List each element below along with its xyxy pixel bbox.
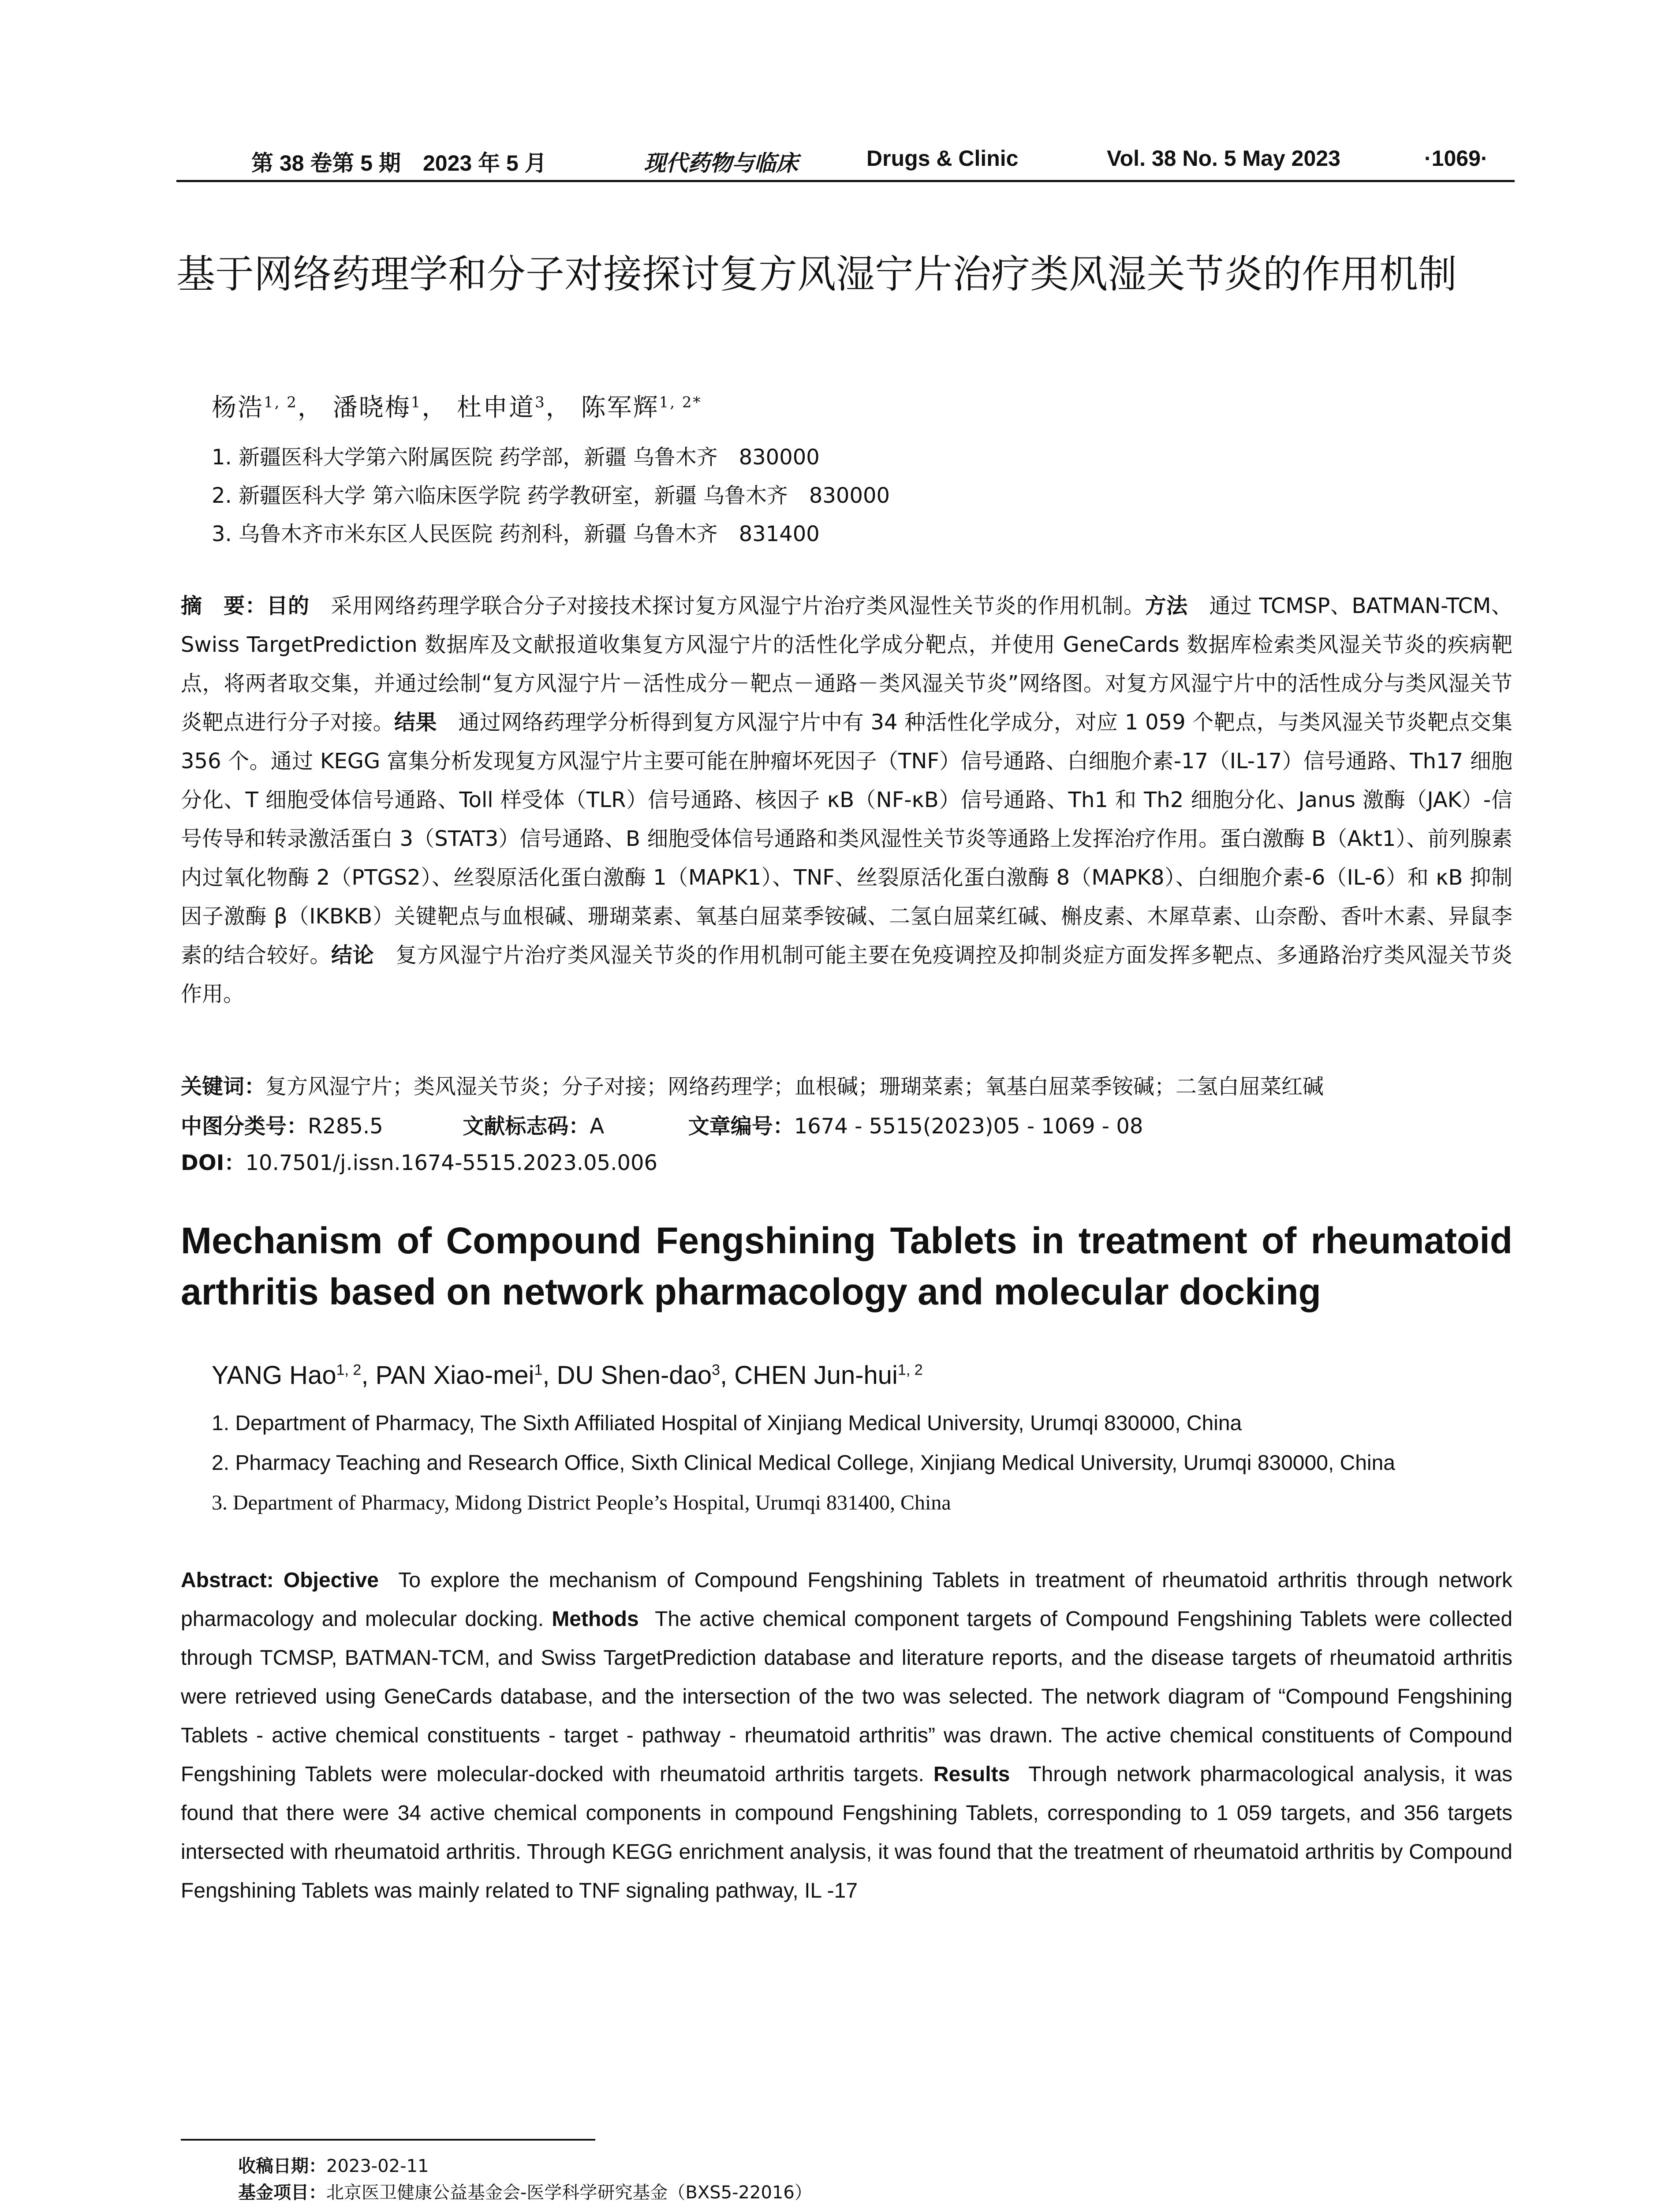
- fund-label: 基金项目：: [238, 2183, 326, 2203]
- author-affiliation-mark: 1, 2*: [659, 393, 702, 411]
- methods-label-en: Methods: [552, 1607, 639, 1631]
- methods-text-cn: 通过 TCMSP、BATMAN-TCM、Swiss TargetPrediction 数据库及文献报道收集复方风湿宁片的活性化学成分靶点，并使用 GeneCards 数据库检索类风湿关节炎的疾病靶点，将两者取交集，并通过绘制“复方风湿宁片－活性成分－靶点－通路－类风湿关节炎”网络图。对复方风湿宁片中的活性成分与类风湿关节炎靶点进行分子对接。: [181, 594, 1512, 735]
- header-issue-cn: 第 38 卷第 5 期 2023 年 5 月: [251, 151, 547, 176]
- abstract-en: [181, 1561, 1512, 1910]
- footnote-received: [238, 2152, 429, 2177]
- doi-line: [181, 1146, 657, 1176]
- author-name: YANG Hao: [212, 1361, 336, 1390]
- objective-text-en: To explore the mechanism of Compound Fengshining Tablets in treatment of rheumatoid arthritis through network pharmacology and molecular docking.: [181, 1569, 1513, 1631]
- received-value: 2023-02-11: [326, 2156, 429, 2176]
- results-label-cn: 结果: [394, 710, 437, 735]
- page-title-en: Mechanism of Compound Fengshining Tablets in treatment of rheumatoid arthritis based on network pharmacology and molecular docking: [181, 1220, 1512, 1312]
- header-page-number: ·1069·: [1424, 146, 1488, 171]
- affiliation-en-1: 1. Department of Pharmacy, The Sixth Affiliated Hospital of Xinjiang Medical University, Urumqi 830000, China: [212, 1412, 1242, 1435]
- doccode-value: A: [590, 1114, 605, 1139]
- articleno-label: 文章编号：: [688, 1114, 794, 1139]
- doi-value: 10.7501/j.issn.1674-5515.2023.05.006: [245, 1151, 658, 1175]
- results-text-cn: 通过网络药理学分析得到复方风湿宁片中有 34 种活性化学成分，对应 1 059 个靶点，与类风湿关节炎靶点交集 356 个。通过 KEGG 富集分析发现复方风湿宁片主要可能在肿瘤坏死因子（TNF）信号通路、白细胞介素-17（IL-17）信号通路、Th17 细胞分化、T 细胞受体信号通路、Toll 样受体（TLR）信号通路、核因子 κB（NF-κB）信号通路、Th1 和 Th2 细胞分化、Janus 激酶（JAK）-信号传导和转录激活蛋白 3（STAT3）信号通路、B 细胞受体信号通路和类风湿性关节炎等通路上发挥治疗作用。蛋白激酶 B（Akt1）、前列腺素内过氧化物酶 2（PTGS2）、丝裂原活化蛋白激酶 1（MAPK1）、TNF、丝裂原活化蛋白激酶 8（MAPK8）、白细胞介素-6（IL-6）和 κB 抑制因子激酶 β（IKBKB）关键靶点与血根碱、珊瑚菜素、氧基白屈菜季铵碱、二氢白屈菜红碱、槲皮素、木犀草素、山奈酚、香叶木素、异鼠李素的结合较好。: [181, 710, 1512, 968]
- footnote-fund: [238, 2179, 812, 2204]
- affiliation-cn-3: 3. 乌鲁木齐市米东区人民医院 药剂科，新疆 乌鲁木齐 831400: [212, 522, 820, 546]
- articleno-value: 1674 - 5515(2023)05 - 1069 - 08: [794, 1114, 1143, 1139]
- doi-label: DOI：: [181, 1151, 246, 1175]
- author-affiliation-mark: 3: [712, 1361, 720, 1379]
- author-name: 杜申道: [457, 393, 535, 422]
- author-affiliation-mark: 1, 2: [264, 393, 298, 411]
- footnote-divider: [181, 2139, 595, 2141]
- objective-label-en: Objective: [283, 1569, 379, 1592]
- abstract-cn: [181, 587, 1512, 1013]
- author-affiliation-mark: 1: [411, 393, 422, 411]
- author-name: DU Shen-dao: [556, 1361, 712, 1390]
- header-issue-en: Vol. 38 No. 5 May 2023: [1107, 146, 1340, 171]
- classification-line: [181, 1109, 1143, 1140]
- keywords-text-cn: 复方风湿宁片；类风湿关节炎；分子对接；网络药理学；血根碱；珊瑚菜素；氧基白屈菜季铵碱；二氢白屈菜红碱: [265, 1074, 1324, 1099]
- fund-value: 北京医卫健康公益基金会-医学科学研究基金（BXS5-22016）: [326, 2183, 812, 2203]
- clc-value: R285.5: [308, 1114, 383, 1139]
- affiliation-cn-1: 1. 新疆医科大学第六附属医院 药学部，新疆 乌鲁木齐 830000: [212, 445, 820, 470]
- author-name: 潘晓梅: [332, 393, 411, 422]
- keywords-label-cn: 关键词：: [181, 1074, 266, 1099]
- results-text-en: Through network pharmacological analysis, it was found that there were 34 active chemical components in compound Fengshining Tablets, corresponding to 1 059 targets, and 356 targets intersected with rheumatoid arthritis. Through KEGG enrichment analysis, it was found that the treatment of rheumatoid arthritis by Compound Fengshining Tablets was mainly related to TNF signaling pathway, IL -17: [181, 1763, 1513, 1902]
- conclusion-text-cn: 复方风湿宁片治疗类风湿关节炎的作用机制可能主要在免疫调控及抑制炎症方面发挥多靶点、多通路治疗类风湿关节炎作用。: [181, 943, 1512, 1006]
- author-name: PAN Xiao-mei: [375, 1361, 534, 1390]
- doccode-label: 文献标志码：: [463, 1114, 590, 1139]
- author-list-cn: 杨浩$^{1, 2}$， 潘晓梅$^1$， 杜申道$^3$， 陈军辉$^{1, 2*}$: [212, 393, 702, 422]
- header-journal-en: Drugs & Clinic: [866, 146, 1019, 171]
- author-affiliation-mark: 1: [534, 1361, 543, 1379]
- results-label-en: Results: [933, 1763, 1010, 1786]
- methods-label-cn: 方法: [1145, 594, 1188, 618]
- clc-label: 中图分类号：: [181, 1114, 308, 1139]
- conclusion-label-cn: 结论: [331, 943, 374, 968]
- affiliation-en-3: 3. Department of Pharmacy, Midong District People’s Hospital, Urumqi 831400, China: [212, 1491, 951, 1514]
- author-name: 杨浩: [212, 393, 264, 422]
- affiliation-en-2: 2. Pharmacy Teaching and Research Office, Sixth Clinical Medical College, Xinjiang Medical University, Urumqi 830000, China: [212, 1451, 1395, 1475]
- keywords-cn: [181, 1069, 1324, 1100]
- objective-label-cn: 目的: [266, 594, 310, 618]
- running-header: [176, 140, 1515, 182]
- objective-text-cn: 采用网络药理学联合分子对接技术探讨复方风湿宁片治疗类风湿性关节炎的作用机制。: [331, 594, 1145, 618]
- author-list-en: YANG Hao$^{1, 2}$, PAN Xiao-mei$^1$, DU Shen-dao$^3$, CHEN Jun-hui$^{1, 2}$: [212, 1361, 923, 1390]
- author-affiliation-mark: 1, 2: [336, 1361, 362, 1379]
- affiliation-cn-2: 2. 新疆医科大学 第六临床医学院 药学教研室，新疆 乌鲁木齐 830000: [212, 483, 890, 508]
- header-journal-cn: 现代药物与临床: [644, 150, 798, 176]
- author-affiliation-mark: 3: [535, 393, 546, 411]
- author-name: 陈军辉: [581, 393, 659, 422]
- methods-text-en: The active chemical component targets of Compound Fengshining Tablets were collected through TCMSP, BATMAN-TCM, and Swiss TargetPrediction database and literature reports, and the disease targets of rheumatoid arthritis were retrieved using GeneCards database, and the intersection of the two was selected. The network diagram of “Compound Fengshining Tablets - active chemical constituents - target - pathway - rheumatoid arthritis” was drawn. The active chemical constituents of Compound Fengshining Tablets were molecular-docked with rheumatoid arthritis targets.: [181, 1607, 1513, 1786]
- page-title-cn: 基于网络药理学和分子对接探讨复方风湿宁片治疗类风湿关节炎的作用机制: [176, 251, 1457, 297]
- received-label: 收稿日期：: [238, 2156, 326, 2176]
- abstract-label-en: Abstract:: [181, 1569, 274, 1592]
- abstract-label-cn: 摘 要：: [181, 594, 267, 618]
- author-name: CHEN Jun-hui: [734, 1361, 898, 1390]
- author-affiliation-mark: 1, 2: [897, 1361, 923, 1379]
